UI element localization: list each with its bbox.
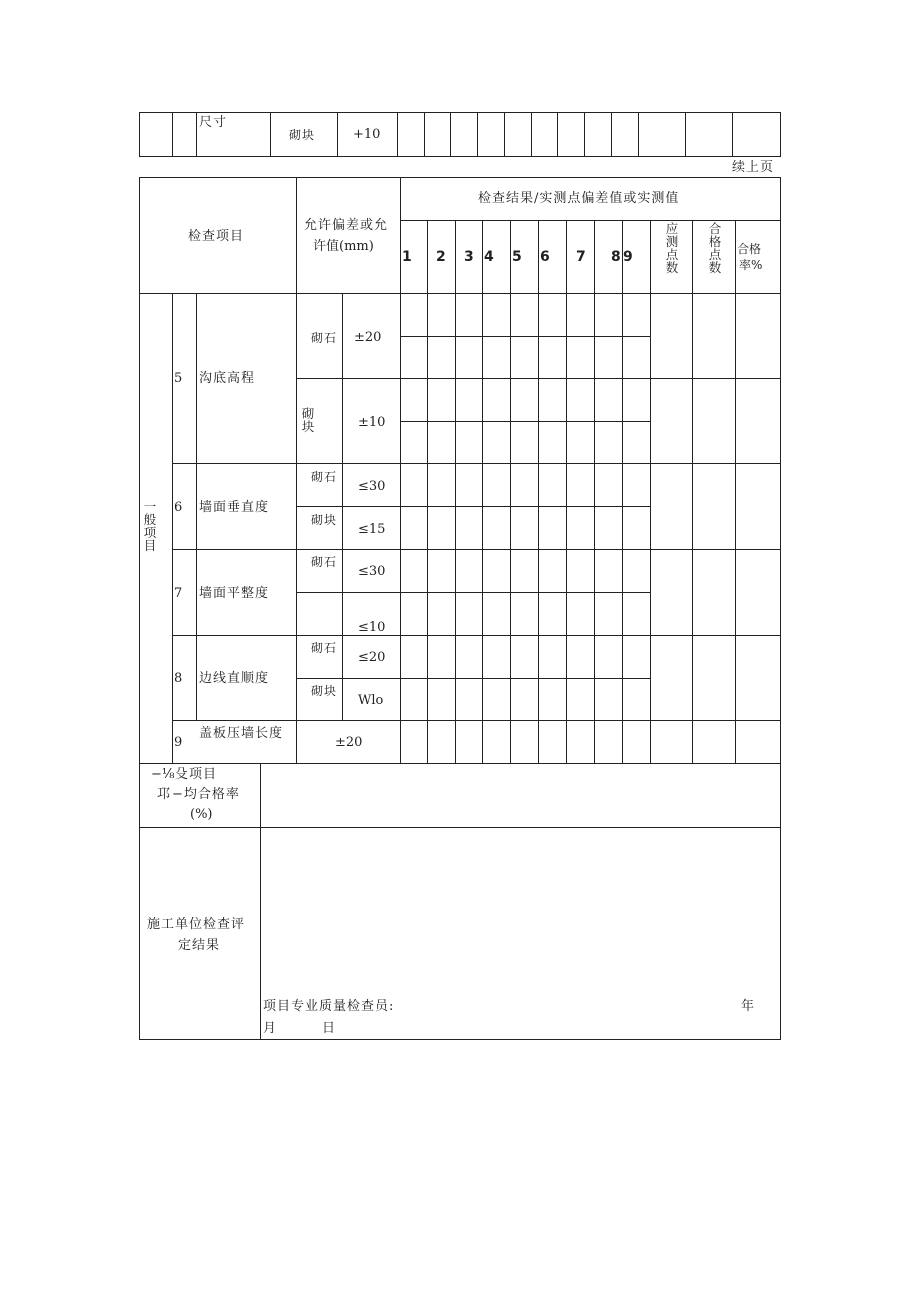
item-8-tolerance-1: ≤20: [358, 650, 386, 665]
point-number-8: 8: [611, 249, 621, 265]
date-month: 月: [263, 1021, 278, 1036]
header-should-measure: 应测点数: [665, 221, 679, 275]
item-8-material-1: 砌石: [311, 641, 338, 655]
item-7-no: 7: [174, 586, 183, 601]
general-items-label: 一般项目: [143, 499, 157, 553]
header-item-col: 检查项目: [188, 229, 245, 244]
item-6-name: 墙面垂直度: [199, 500, 270, 515]
item-8-material-2: 砌块: [311, 684, 338, 698]
item-8-no: 8: [174, 671, 183, 686]
construction-label-line2: 定结果: [178, 938, 221, 953]
item-5-name: 沟底高程: [199, 371, 256, 386]
point-number-7: 7: [576, 249, 586, 265]
top-row-item: 尺寸: [199, 115, 228, 130]
item-6-material-1: 砌石: [311, 470, 338, 484]
point-number-1: 1: [402, 249, 412, 265]
top-row-tolerance: +10: [353, 127, 381, 142]
avg-rate-prefix-1: −⅛: [151, 767, 175, 782]
inspector-label: 项目专业质量检查员:: [263, 999, 395, 1014]
continued-label: 续上页: [732, 160, 775, 175]
item-7-tolerance-2: ≤10: [358, 620, 386, 635]
header-tolerance-line2: 许值(mm): [313, 239, 374, 254]
header-qualified-points: 合格点数: [708, 221, 722, 275]
construction-label-line1: 施工单位检查评: [147, 917, 246, 932]
point-number-3: 3: [464, 249, 474, 265]
avg-rate-line3: (%): [190, 807, 213, 822]
header-tolerance-line1: 允许偏差或允: [304, 218, 389, 233]
item-9-no: 9: [174, 735, 183, 750]
point-number-5: 5: [512, 249, 522, 265]
item-6-no: 6: [174, 500, 183, 515]
item-9-name: 盖板压墙长度: [199, 726, 284, 741]
item-5-material-2: 砌块: [301, 406, 315, 434]
item-9-tolerance: ±20: [335, 735, 363, 750]
item-6-tolerance-2: ≤15: [358, 522, 386, 537]
header-results-title: 检查结果/实测点偏差值或实测值: [478, 191, 680, 206]
top-row-material: 砌块: [289, 128, 316, 142]
item-7-name: 墙面平整度: [199, 586, 270, 601]
point-number-9: 9: [623, 249, 633, 265]
date-year: 年: [741, 999, 756, 1014]
header-pass-rate-line2: 率%: [739, 258, 763, 272]
item-5-no: 5: [174, 371, 183, 386]
point-number-2: 2: [436, 249, 446, 265]
avg-rate-line2: −均合格率: [172, 787, 240, 802]
item-5-tolerance-1: ±20: [354, 330, 382, 345]
item-5-material-1: 砌石: [311, 331, 338, 345]
item-8-tolerance-2: Wlo: [358, 693, 384, 708]
avg-rate-line1: 殳项目: [175, 767, 218, 782]
point-number-6: 6: [540, 249, 550, 265]
point-number-4: 4: [484, 249, 494, 265]
header-pass-rate-line1: 合格: [737, 242, 762, 256]
item-6-tolerance-1: ≤30: [358, 479, 386, 494]
item-5-tolerance-2: ±10: [358, 415, 386, 430]
item-7-material-1: 砌石: [311, 555, 338, 569]
item-7-tolerance-1: ≤30: [358, 564, 386, 579]
item-6-material-2: 砌块: [311, 513, 338, 527]
avg-rate-prefix-2: 邛: [157, 787, 171, 802]
item-8-name: 边线直顺度: [199, 671, 270, 686]
date-day: 日: [322, 1021, 337, 1036]
